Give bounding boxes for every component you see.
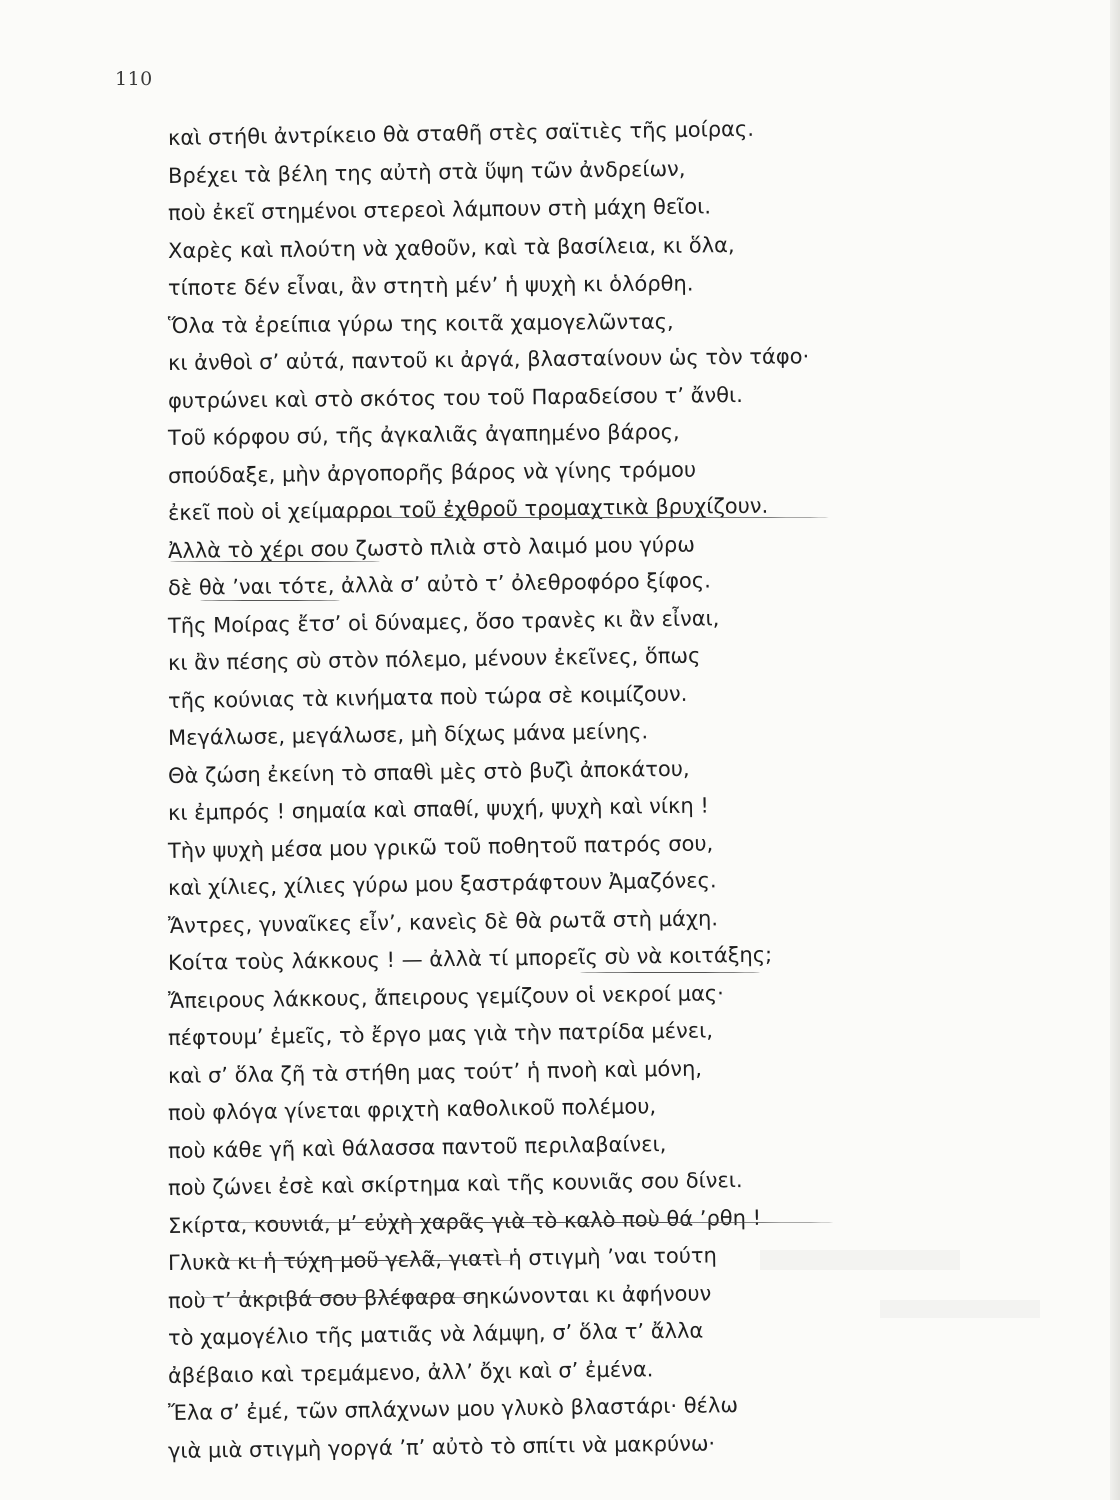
poem-line: ἀβέβαιο καὶ τρεμάμενο, ἀλλ’ ὄχι καὶ σ’ ἐμένα. <box>167 1356 654 1388</box>
poem-line: Τοῦ κόρφου σύ, τῆς ἀγκαλιᾶς ἀγαπημένο βάρος, <box>167 419 680 450</box>
poem-line: ἐκεῖ ποὺ οἱ χείμαρροι τοῦ ἐχθροῦ τρομαχτικὰ βρυχίζουν. <box>167 493 769 525</box>
poem-line: Βρέχει τὰ βέλη της αὐτὴ στὰ ὕψη τῶν ἀνδρείων, <box>167 156 686 188</box>
poem-line: ποὺ φλόγα γίνεται φριχτὴ καθολικοῦ πολέμου, <box>167 1094 657 1125</box>
poem-line: κι ἐμπρός ! σημαία καὶ σπαθί, ψυχή, ψυχὴ καὶ νίκη ! <box>167 793 709 825</box>
poem-line: ποὺ τ’ ἀκριβά σου βλέφαρα σηκώνονται κι ἀφήνουν <box>167 1280 712 1313</box>
poem-line: Χαρὲς καὶ πλούτη νὰ χαθοῦν, καὶ τὰ βασίλεια, κι ὅλα, <box>167 232 735 263</box>
poem-line: Σκίρτα, κουνιά, μ’ εὐχὴ χαρᾶς γιὰ τὸ καλὸ ποὺ θά ’ρθη ! <box>167 1205 762 1238</box>
poem-line: Κοίτα τοὺς λάκκους ! — ἀλλὰ τί μπορεῖς σὺ νὰ κοιτάξης; <box>167 942 773 975</box>
poem-line: ποὺ κάθε γῆ καὶ θάλασσα παντοῦ περιλαβαίνει, <box>167 1131 667 1163</box>
poem-line: φυτρώνει καὶ στὸ σκότος του τοῦ Παραδείσου τ’ ἄνθι. <box>167 382 743 413</box>
poem-line: Ἄντρες, γυναῖκες εἶν’, κανεὶς δὲ θὰ ρωτᾶ στὴ μάχη. <box>167 905 719 938</box>
poem-line: Ἔλα σ’ ἐμέ, τῶν σπλάχνων μου γλυκὸ βλαστάρι· θέλω <box>167 1393 739 1425</box>
poem-line: δὲ θὰ ’ναι τότε, ἀλλὰ σ’ αὐτὸ τ’ ὀλεθροφόρο ξίφος. <box>167 568 711 600</box>
poem-line: κι ἀνθοὶ σ’ αὐτά, παντοῦ κι ἀργά, βλασταίνουν ὡς τὸν τάφο· <box>167 344 810 375</box>
poem-line: πέφτουμ’ ἐμεῖς, τὸ ἔργο μας γιὰ τὴν πατρίδα μένει, <box>167 1018 714 1050</box>
poem-line: Ἄπειρους λάκκους, ἄπειρους γεμίζουν οἱ νεκροί μας· <box>167 980 724 1013</box>
poem-line: καὶ στήθι ἀντρίκειο θὰ σταθῆ στὲς σαϊτιὲς τῆς μοίρας. <box>167 116 755 150</box>
poem-text <box>167 116 1068 1470</box>
poem-line: Θὰ ζώση ἐκείνη τὸ σπαθὶ μὲς στὸ βυζὶ ἀποκάτου, <box>167 756 690 788</box>
poem-line: καὶ χίλιες, χίλιες γύρω μου ξαστράφτουν Ἀμαζόνες. <box>167 868 717 900</box>
poem-line: Ἀλλὰ τὸ χέρι σου ζωστὸ πλιὰ στὸ λαιμό μου γύρω <box>167 532 696 563</box>
poem-line: Μεγάλωσε, μεγάλωσε, μὴ δίχως μάνα μείνης. <box>167 719 649 750</box>
poem-line: τίποτε δέν εἶναι, ἂν στητὴ μέν’ ἡ ψυχὴ κι ὁλόρθη. <box>167 271 694 300</box>
poem-line: Ὅλα τὰ ἐρείπια γύρω της κοιτᾶ χαμογελῶντας, <box>167 309 674 338</box>
poem-line: γιὰ μιὰ στιγμὴ γοργά ’π’ αὐτὸ τὸ σπίτι νὰ μακρύνω· <box>167 1430 716 1463</box>
poem-line: τὸ χαμογέλιο τῆς ματιᾶς νὰ λάμψη, σ’ ὅλα τ’ ἄλλα <box>167 1318 704 1350</box>
poem-line: σπούδαξε, μὴν ἀργοπορῆς βάρος νὰ γίνης τρόμου <box>167 457 697 488</box>
poem-line: Τῆς Μοίρας ἔτσ’ οἱ δύναμες, ὅσο τρανὲς κι ἂν εἶναι, <box>167 605 720 638</box>
poem-line: ποὺ ἐκεῖ στημένοι στερεοὶ λάμπουν στὴ μάχη θεῖοι. <box>167 194 712 225</box>
poem-line: Τὴν ψυχὴ μέσα μου γρικῶ τοῦ ποθητοῦ πατρός σου, <box>167 830 714 863</box>
poem-line: Γλυκὰ κι ἡ τύχη μοῦ γελᾶ, γιατὶ ἡ στιγμὴ ’ναι τούτη <box>167 1243 718 1275</box>
page-edge-shadow <box>1110 0 1120 1500</box>
page-number: 110 <box>115 68 153 90</box>
poem-line: τῆς κούνιας τὰ κινήματα ποὺ τώρα σὲ κοιμίζουν. <box>167 681 688 713</box>
poem-line: καὶ σ’ ὅλα ζῆ τὰ στήθη μας τούτ’ ἡ πνοὴ καὶ μόνη, <box>167 1056 703 1088</box>
poem-line: κι ἂν πέσης σὺ στὸν πόλεμο, μένουν ἐκεῖνες, ὅπως <box>167 643 701 675</box>
poem-line: ποὺ ζώνει ἐσὲ καὶ σκίρτημα καὶ τῆς κουνιᾶς σου δίνει. <box>167 1167 743 1200</box>
